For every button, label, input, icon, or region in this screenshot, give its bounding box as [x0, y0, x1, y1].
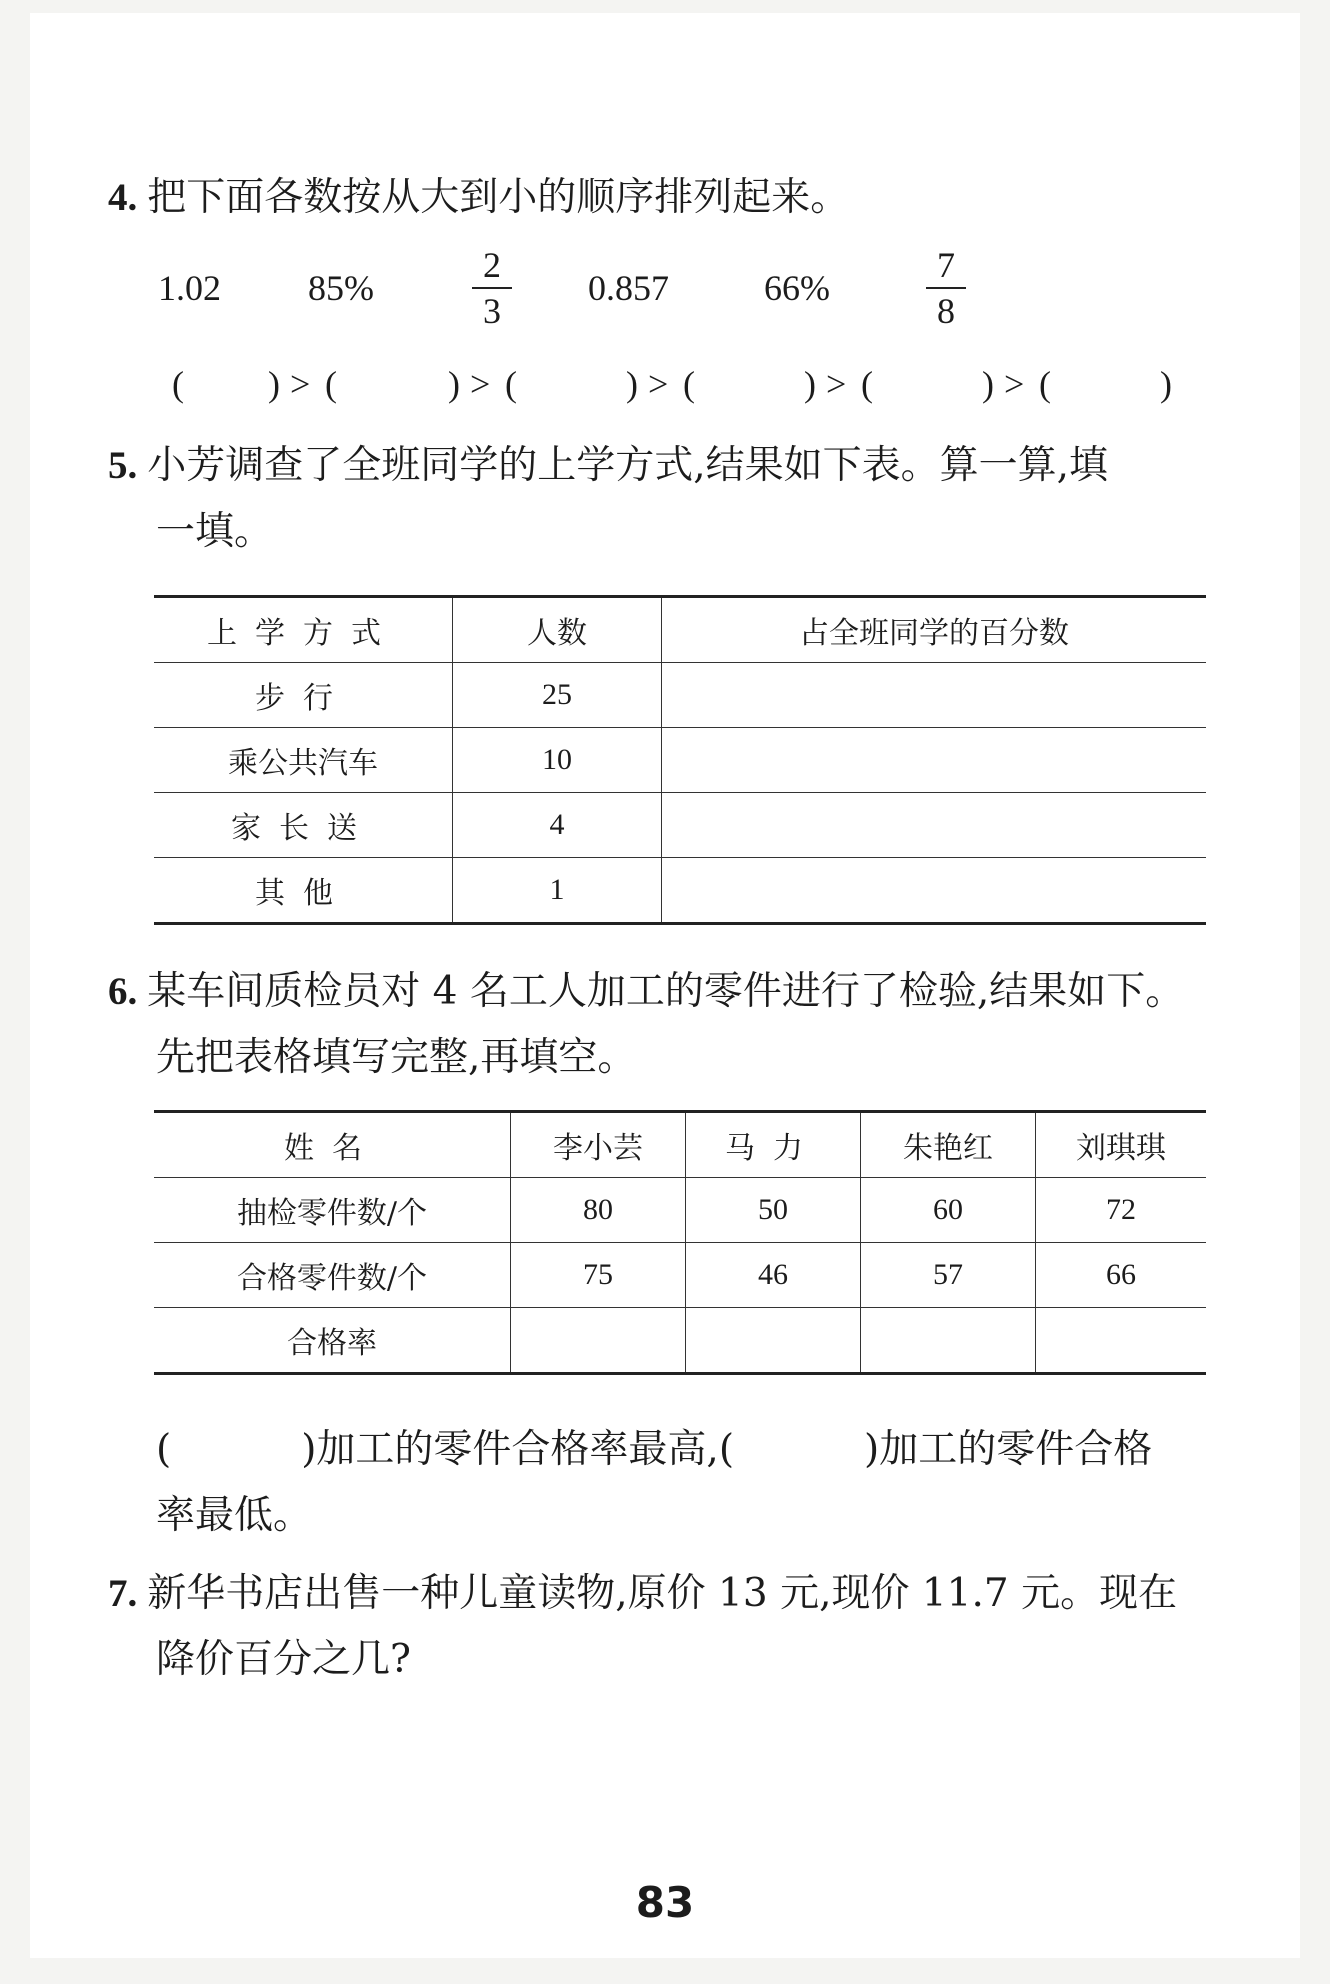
percent-cell[interactable] [662, 858, 1207, 924]
table-header-row [154, 597, 1206, 663]
page-number: 83 [635, 1878, 695, 1927]
question-text-continued: 一填。 [156, 509, 274, 554]
quality-table [154, 1110, 1206, 1375]
header-cell: 占全班同学的百分数 [662, 597, 1207, 663]
question-text: 新华书店出售一种儿童读物,原价 13 元,现价 11.7 元。现在 [147, 1571, 1178, 1616]
percent-cell[interactable] [662, 663, 1207, 728]
mode-cell: 其他 [154, 858, 453, 924]
greater-than: > [290, 364, 311, 404]
close-paren: ) [626, 364, 638, 404]
open-paren: ( [172, 364, 184, 404]
question-5 [108, 431, 1108, 501]
row-label: 合格零件数/个 [154, 1243, 511, 1308]
question-number: 7. [108, 1572, 138, 1615]
table-row [154, 1308, 1206, 1374]
table-row [154, 1178, 1206, 1243]
header-cell: 人数 [453, 597, 662, 663]
row-label: 抽检零件数/个 [154, 1178, 511, 1243]
mode-cell: 家长送 [154, 793, 453, 858]
open-paren: ( [505, 364, 517, 404]
worker-name: 朱艳红 [861, 1112, 1036, 1178]
mode-cell: 步行 [154, 663, 453, 728]
commute-table [154, 595, 1206, 925]
value-cell: 46 [686, 1243, 861, 1308]
value-cell: 57 [861, 1243, 1036, 1308]
mode-cell: 乘公共汽车 [154, 728, 453, 793]
close-paren: ) [1160, 364, 1172, 404]
open-paren: ( [683, 364, 695, 404]
number-item: 0.857 [588, 268, 669, 308]
percent-cell[interactable] [662, 793, 1207, 858]
worker-name: 马力 [686, 1112, 861, 1178]
greater-than: > [1004, 364, 1025, 404]
denominator: 8 [937, 291, 955, 331]
table-row [154, 1243, 1206, 1308]
value-cell: 60 [861, 1178, 1036, 1243]
greater-than: > [470, 364, 491, 404]
close-paren: ) [448, 364, 460, 404]
table-row [154, 728, 1206, 793]
number-list [158, 243, 1038, 353]
numerator: 7 [926, 243, 966, 289]
close-paren: ) [982, 364, 994, 404]
question-text: 小芳调查了全班同学的上学方式,结果如下表。算一算,填 [147, 443, 1109, 488]
question-number: 4. [108, 176, 138, 219]
close-paren: ) [804, 364, 816, 404]
fill-in-sentence-continued: 率最低。 [156, 1493, 313, 1538]
denominator: 3 [483, 291, 501, 331]
question-text-continued: 先把表格填写完整,再填空。 [156, 1035, 637, 1080]
question-text-continued: 降价百分之几? [156, 1637, 411, 1682]
count-cell: 1 [453, 858, 662, 924]
numerator: 2 [472, 243, 512, 289]
value-cell: 72 [1036, 1178, 1207, 1243]
number-item: 66% [764, 268, 830, 308]
question-text: 把下面各数按从大到小的顺序排列起来。 [147, 175, 850, 220]
rate-cell[interactable] [861, 1308, 1036, 1374]
greater-than: > [826, 364, 847, 404]
header-cell: 上学方式 [154, 597, 453, 663]
rate-cell[interactable] [1036, 1308, 1207, 1374]
number-item: 1.02 [158, 268, 221, 308]
count-cell: 25 [453, 663, 662, 728]
fraction-seven-eighths [926, 243, 966, 333]
percent-cell[interactable] [662, 728, 1207, 793]
greater-than: > [648, 364, 669, 404]
value-cell: 50 [686, 1178, 861, 1243]
question-number: 6. [108, 970, 138, 1013]
count-cell: 10 [453, 728, 662, 793]
question-6 [108, 957, 1184, 1027]
close-paren: ) [268, 364, 280, 404]
fraction-two-thirds [472, 243, 512, 333]
sentence-text: )加工的零件合格率最高,( [301, 1427, 735, 1472]
count-cell: 4 [453, 793, 662, 858]
sentence-text: )加工的零件合格 [864, 1427, 1153, 1472]
workbook-page [30, 13, 1300, 1958]
value-cell: 80 [511, 1178, 686, 1243]
value-cell: 75 [511, 1243, 686, 1308]
question-number: 5. [108, 444, 138, 487]
worker-name: 李小芸 [511, 1112, 686, 1178]
question-text: 某车间质检员对 4 名工人加工的零件进行了检验,结果如下。 [147, 969, 1185, 1014]
open-paren: ( [325, 364, 337, 404]
rate-cell[interactable] [686, 1308, 861, 1374]
open-paren: ( [156, 1427, 172, 1472]
open-paren: ( [861, 364, 873, 404]
table-row [154, 793, 1206, 858]
number-item: 85% [308, 268, 374, 308]
table-row [154, 663, 1206, 728]
header-cell: 姓名 [154, 1112, 511, 1178]
question-4 [108, 163, 849, 233]
open-paren: ( [1039, 364, 1051, 404]
rate-cell[interactable] [511, 1308, 686, 1374]
table-row [154, 858, 1206, 924]
question-7 [108, 1559, 1177, 1629]
fill-in-sentence [156, 1415, 1152, 1485]
table-header-row [154, 1112, 1206, 1178]
row-label: 合格率 [154, 1308, 511, 1374]
worker-name: 刘琪琪 [1036, 1112, 1207, 1178]
value-cell: 66 [1036, 1243, 1207, 1308]
